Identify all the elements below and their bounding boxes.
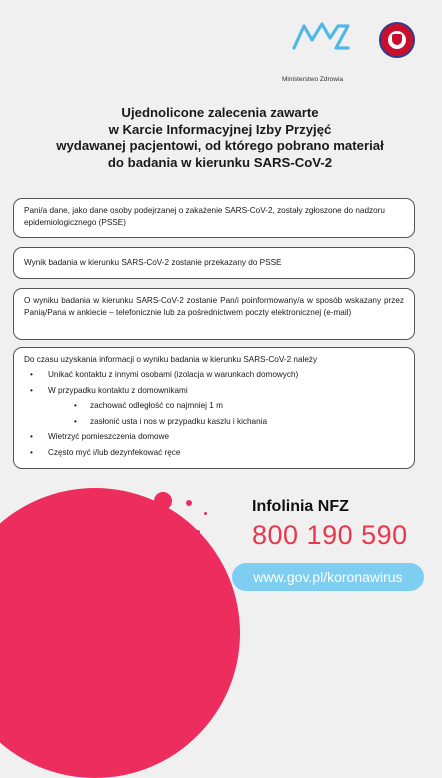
info-text: Pani/a dane, jako dane osoby podejrzanej o zakażenie SARS-CoV-2, zostały zgłoszone do nadzoru epidemiologicznego (PSSE) xyxy=(24,206,385,227)
recommendations-list xyxy=(24,369,404,459)
list-subitem: • zachować odległość co najmniej 1 m xyxy=(24,400,404,413)
recommendations-intro: Do czasu uzyskania informacji o wyniku badania w kierunku SARS-CoV-2 należy xyxy=(24,355,318,364)
title-line: do badania w kierunku SARS-CoV-2 xyxy=(107,154,333,170)
page-title xyxy=(30,105,410,171)
eagle-icon xyxy=(392,34,402,45)
list-item: • Wietrzyć pomieszczenia domowe xyxy=(24,431,404,444)
decor-pink-dot xyxy=(186,500,192,506)
info-box-reported xyxy=(13,198,415,238)
title-line: wydawanej pacjentowi, od którego pobrano materiał xyxy=(56,138,384,153)
hotline-label: Infolinia NFZ xyxy=(252,498,349,515)
list-item: • W przypadku kontaktu z domownikami xyxy=(24,385,404,398)
info-box-notification xyxy=(13,288,415,340)
website-link[interactable]: www.gov.pl/koronawirus xyxy=(232,563,424,591)
decor-pink-dot xyxy=(170,540,175,545)
info-box-recommendations xyxy=(13,347,415,469)
info-text: O wyniku badania w kierunku SARS-CoV-2 zostanie Pan/i poinformowany/a w sposób wskazany przez Panią/Pana w ankiecie – telefonicznie lub za pośrednictwem poczty elektronicznej (e-mail) xyxy=(24,296,404,317)
title-line: w Karcie Informacyjnej Izby Przyjęć xyxy=(108,121,332,137)
list-item: • Unikać kontaktu z innymi osobami (izolacja w warunkach domowych) xyxy=(24,369,404,382)
info-box-result-transfer xyxy=(13,247,415,279)
mz-logo-icon xyxy=(290,18,352,54)
ministry-logo xyxy=(282,18,362,90)
hotline-number[interactable]: 800 190 590 xyxy=(252,520,408,550)
decor-pink-dot xyxy=(196,530,200,534)
list-item: • Często myć i/lub dezynfekować ręce xyxy=(24,447,404,460)
ministry-name: Ministerstwo Zdrowia xyxy=(282,76,344,83)
decor-pink-dot xyxy=(204,512,207,515)
decor-pink-dot xyxy=(154,492,172,510)
decor-big-pink-circle xyxy=(0,488,240,778)
info-text: Wynik badania w kierunku SARS-CoV-2 zostanie przekazany do PSSE xyxy=(24,258,282,267)
decor-pink-dot xyxy=(176,520,185,529)
sanitary-inspection-seal xyxy=(379,22,415,58)
title-line: Ujednolicone zalecenia zawarte xyxy=(121,105,319,120)
list-subitem: • zasłonić usta i nos w przypadku kaszlu i kichania xyxy=(24,416,404,429)
